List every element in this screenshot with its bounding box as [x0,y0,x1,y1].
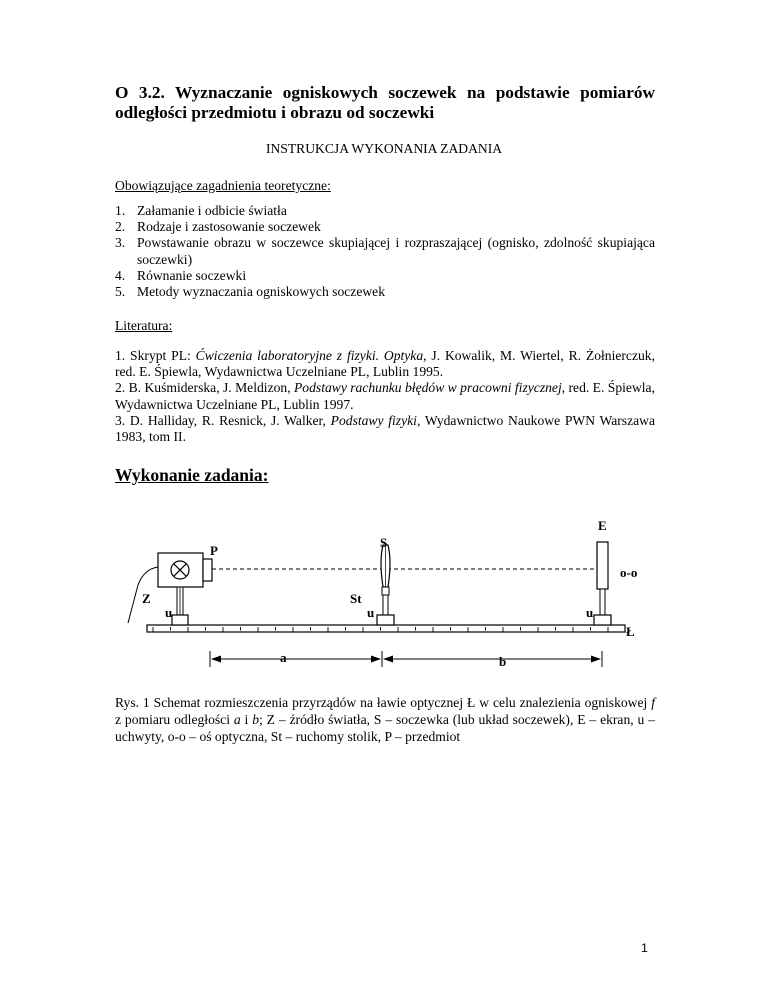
optical-bench-rail [147,625,625,632]
literature-list [115,348,655,445]
page-number: 1 [641,941,648,955]
label-P: P [210,543,218,558]
literature-item: 3. D. Halliday, R. Resnick, J. Walker, Podstawy fizyki, Wydawnictwo Naukowe PWN Warszawa 1983, tom II. [115,412,656,445]
source-holder [172,587,188,625]
distance-a-arrow [210,651,382,667]
label-a: a [280,650,287,665]
instruction-subtitle: INSTRUKCJA WYKONANIA ZADANIA [265,141,503,156]
section-heading: Wykonanie zadania: [115,465,269,485]
document-title: O 3.2. Wyznaczanie ogniskowych soczewek na podstawie pomiarów odległości przedmiotu i obrazu od soczewki [115,83,655,122]
light-source [158,553,212,587]
list-item: 3. Powstawanie obrazu w soczewce skupiającej i rozpraszającej (ognisko, zdolność skupiająca soczewki) [115,235,655,267]
label-u-source: u [165,605,173,620]
literature-item: 1. Skrypt PL: Ćwiczenia laboratoryjne z fizyki. Optyka, J. Kowalik, M. Wiertel, R. Żołnierczuk, red. E. Śpiewla, Wydawnictwa Uczelniane PL, Lublin 1995. [115,348,655,380]
topics-heading: Obowiązujące zagadnienia teoretyczne: [115,178,331,193]
list-item: 2. Rodzaje i zastosowanie soczewek [115,219,321,235]
list-item: 5. Metody wyznaczania ogniskowych soczewek [115,284,385,300]
label-E: E [598,518,607,533]
label-b: b [499,654,507,669]
label-o-o: o-o [620,565,638,580]
label-Z: Z [142,591,151,606]
label-u-screen: u [586,605,594,620]
list-item: 4. Równanie soczewki [115,267,247,283]
label-St: St [350,591,362,606]
screen [594,542,611,625]
figure-caption: Rys. 1 Schemat rozmieszczenia przyrządów na ławie optycznej Ł w celu znalezienia ogniskowej f z pomiaru odległości a i b; Z – źródło światła, S – soczewka (lub układ soczewek), E – ekran, u – uchwyty, o-o – oś optyczna, St – ruchomy stolik, P – przedmiot [115,695,656,744]
distance-b-arrow [383,651,602,667]
label-S: S [380,535,388,550]
label-u-lens: u [367,605,375,620]
literature-item: 2. B. Kuśmiderska, J. Meldizon, Podstawy rachunku błędów w pracowni fizycznej, red. E. Śpiewla, Wydawnictwa Uczelniane PL, Lublin 1997. [115,380,655,412]
label-L: Ł [626,624,635,639]
topics-list [115,203,655,300]
literature-heading: Literatura: [115,318,173,333]
optical-bench-diagram [120,505,660,680]
lens [377,545,394,625]
list-item: 1. Załamanie i odbicie światła [115,203,287,218]
